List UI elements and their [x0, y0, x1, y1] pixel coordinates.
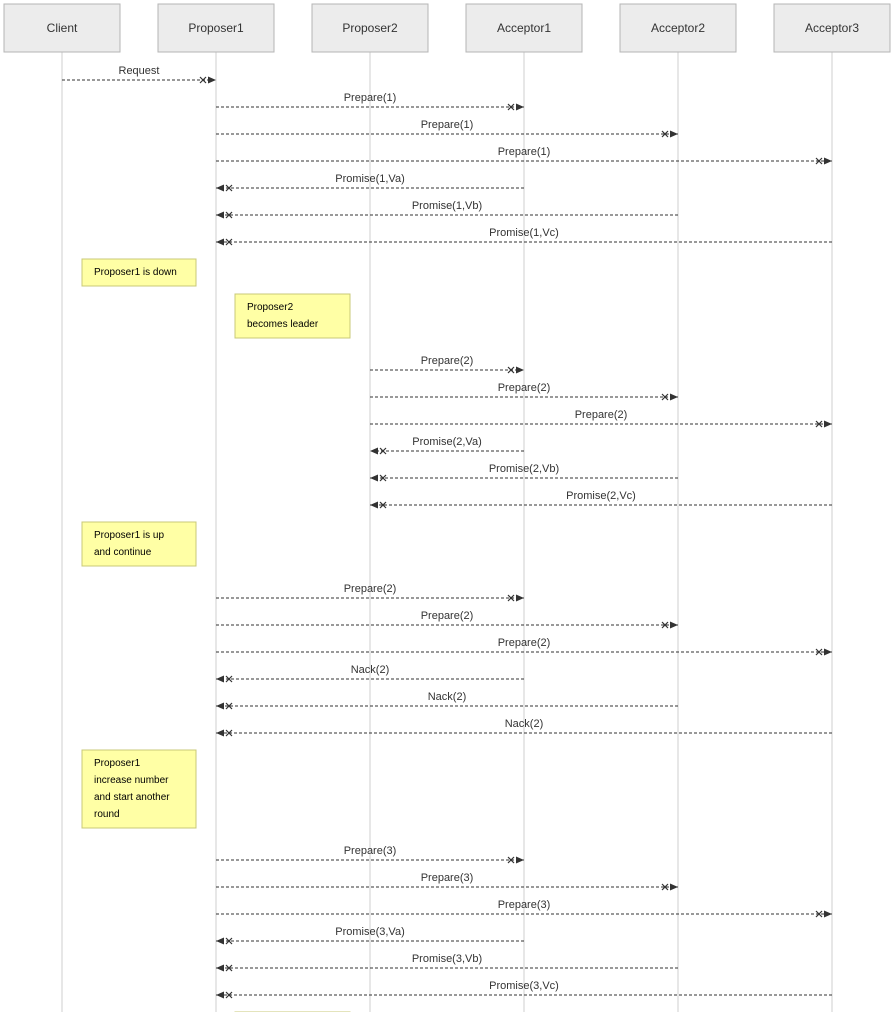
participant-acceptor3	[774, 4, 890, 52]
participant-label: Acceptor2	[650, 21, 706, 36]
note-text: Proposer2	[247, 302, 294, 313]
message-label: Promise(1,Va)	[335, 173, 405, 185]
participant-client	[4, 4, 120, 52]
arrow-head	[670, 622, 678, 629]
participant-label: Proposer1	[188, 21, 244, 36]
arrow-head	[216, 965, 224, 972]
message-label: Prepare(2)	[343, 583, 397, 595]
message-label: Promise(1,Vb)	[411, 200, 483, 212]
arrow-head	[370, 475, 378, 482]
participant-label: Client	[46, 21, 78, 36]
participant-label: Acceptor1	[496, 21, 552, 36]
arrow-head	[824, 649, 832, 656]
arrow-head	[370, 502, 378, 509]
note	[82, 750, 196, 828]
arrow-head	[516, 857, 524, 864]
message	[216, 691, 678, 710]
note-text: Proposer1 is down	[94, 267, 177, 278]
cross-mark	[508, 367, 514, 373]
note	[235, 294, 350, 338]
arrow-head	[516, 367, 524, 374]
note-text: Proposer1	[94, 758, 141, 769]
note-text: and continue	[94, 547, 152, 558]
message-label: Prepare(3)	[420, 872, 474, 884]
participant-acceptor2	[620, 4, 736, 52]
message	[216, 610, 678, 629]
message-label: Prepare(3)	[497, 899, 551, 911]
message-label: Promise(2,Va)	[412, 436, 482, 448]
message	[216, 872, 678, 891]
note-text: and start another	[94, 792, 170, 803]
message	[370, 355, 524, 374]
message-label: Request	[118, 65, 160, 77]
message-label: Prepare(2)	[497, 382, 551, 394]
cross-mark	[380, 448, 386, 454]
message-label: Promise(2,Vb)	[488, 463, 560, 475]
note-text: increase number	[94, 775, 169, 786]
arrow-head	[216, 185, 224, 192]
message	[370, 409, 832, 428]
note-text: becomes leader	[247, 319, 319, 330]
message	[216, 953, 678, 972]
arrow-head	[824, 158, 832, 165]
message-label: Promise(3,Va)	[335, 926, 405, 938]
participants	[4, 4, 890, 52]
message-label: Prepare(2)	[574, 409, 628, 421]
arrow-head	[824, 911, 832, 918]
participant-proposer2	[312, 4, 428, 52]
message-label: Promise(3,Vb)	[411, 953, 483, 965]
note	[82, 522, 196, 566]
cross-mark	[200, 77, 206, 83]
message-label: Prepare(2)	[497, 637, 551, 649]
note-text: round	[94, 809, 120, 820]
arrow-head	[670, 131, 678, 138]
message-label: Promise(3,Vc)	[489, 980, 559, 992]
message	[216, 119, 678, 138]
arrow-head	[216, 938, 224, 945]
arrow-head	[516, 104, 524, 111]
message-label: Prepare(3)	[343, 845, 397, 857]
participant-label: Acceptor3	[804, 21, 860, 36]
note	[82, 259, 196, 286]
arrow-head	[216, 676, 224, 683]
arrow-head	[516, 595, 524, 602]
arrow-head	[216, 992, 224, 999]
arrow-head	[670, 884, 678, 891]
message	[370, 436, 524, 455]
message-label: Promise(1,Vc)	[489, 227, 559, 239]
arrow-head	[216, 730, 224, 737]
arrow-head	[216, 703, 224, 710]
message	[370, 490, 832, 509]
message-label: Prepare(2)	[420, 610, 474, 622]
arrow-head	[370, 448, 378, 455]
note-box	[235, 294, 350, 338]
message-label: Prepare(1)	[343, 92, 397, 104]
message	[62, 65, 216, 84]
participant-proposer1	[158, 4, 274, 52]
message-label: Promise(2,Vc)	[566, 490, 636, 502]
message-label: Prepare(2)	[420, 355, 474, 367]
arrow-head	[670, 394, 678, 401]
message-label: Nack(2)	[504, 718, 544, 730]
participant-acceptor1	[466, 4, 582, 52]
arrow-head	[208, 77, 216, 84]
note-text: Proposer1 is up	[94, 530, 165, 541]
message-label: Prepare(1)	[420, 119, 474, 131]
arrow-head	[216, 239, 224, 246]
message-label: Prepare(1)	[497, 146, 551, 158]
arrow-head	[824, 421, 832, 428]
message-label: Nack(2)	[350, 664, 390, 676]
participant-label: Proposer2	[342, 21, 398, 36]
message	[216, 200, 678, 219]
arrow-head	[216, 212, 224, 219]
message-label: Nack(2)	[427, 691, 467, 703]
note-box	[82, 522, 196, 566]
